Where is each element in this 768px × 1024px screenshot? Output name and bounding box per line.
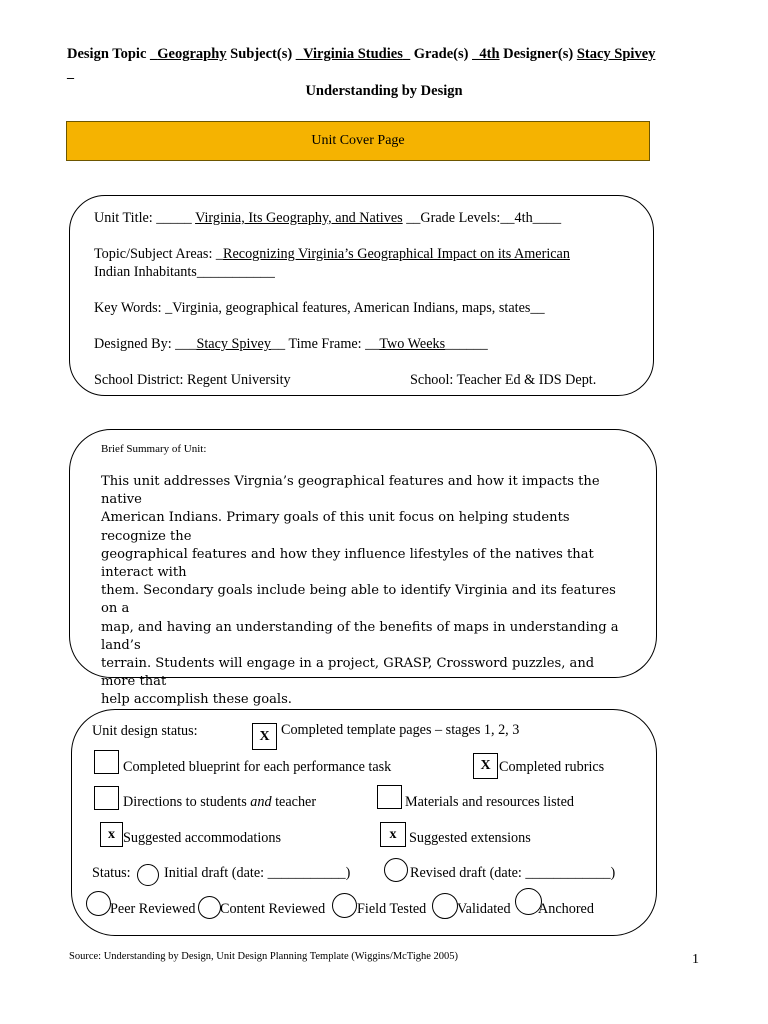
unit-cover-banner xyxy=(66,121,650,161)
unit-title-label: Unit Title: _____ xyxy=(94,210,192,226)
content-reviewed-radio[interactable] xyxy=(198,896,221,919)
topic-label: Topic/Subject Areas: _ xyxy=(94,246,224,262)
source-citation: Source: Understanding by Design, Unit Design Planning Template (Wiggins/McTighe 2005) xyxy=(69,951,459,962)
directions-label-start: Directions to students xyxy=(123,794,251,810)
revised-draft-label: Revised draft (date: ____________) xyxy=(410,865,616,881)
summary-line: help accomplish these goals. xyxy=(101,692,292,708)
directions-label-and: and xyxy=(250,794,272,810)
topic-row-continued: Indian Inhabitants___________ xyxy=(94,264,275,280)
time-frame-label: Time Frame: __ xyxy=(288,336,380,352)
extensions-label: Suggested extensions xyxy=(409,830,531,846)
design-info-header xyxy=(67,46,655,63)
header-trailing-underscore: _ xyxy=(67,66,74,81)
designed-by-value: Stacy Spivey xyxy=(196,336,271,352)
initial-draft-label: Initial draft (date: ___________) xyxy=(164,865,351,881)
school-district: School District: Regent University xyxy=(94,372,291,388)
accommodations-label: Suggested accommodations xyxy=(123,830,282,846)
designer-value: Stacy Spivey xyxy=(576,46,656,62)
time-frame-suffix: ______ xyxy=(445,336,488,352)
template-pages-checkbox[interactable]: X xyxy=(252,723,277,750)
subjects-suffix: _ xyxy=(402,46,411,62)
summary-line: terrain. Students will engage in a project, GRASP, Crossword puzzles, and more that xyxy=(101,656,595,690)
peer-reviewed-radio[interactable] xyxy=(86,891,111,916)
materials-label: Materials and resources listed xyxy=(405,794,575,810)
extensions-checkbox[interactable]: x xyxy=(380,822,406,847)
page-title: Understanding by Design xyxy=(305,83,463,99)
designed-by-suffix: __ xyxy=(270,336,286,352)
field-tested-label: Field Tested xyxy=(357,901,427,917)
validated-radio[interactable] xyxy=(432,893,458,919)
keywords-value: Virginia, geographical features, American Indians, maps, states__ xyxy=(172,300,545,316)
summary-line: This unit addresses Virgnia’s geographical features and how it impacts the native xyxy=(101,474,600,508)
summary-line: map, and having an understanding of the benefits of maps in understanding a land’s xyxy=(101,619,619,653)
accommodations-checkbox[interactable]: x xyxy=(100,822,123,847)
topic-row xyxy=(94,246,570,263)
blueprint-label: Completed blueprint for each performance task xyxy=(123,759,392,775)
design-topic-label: Design Topic xyxy=(67,46,147,62)
time-frame-value: Two Weeks xyxy=(379,336,446,352)
rubrics-label: Completed rubrics xyxy=(499,759,605,775)
topic-value: Recognizing Virginia’s Geographical Impact on its American xyxy=(223,246,570,262)
directions-checkbox[interactable] xyxy=(94,786,119,810)
subjects-label: Subject(s) _ xyxy=(230,46,304,62)
peer-reviewed-label: Peer Reviewed xyxy=(110,901,196,917)
rubrics-checkbox[interactable]: X xyxy=(473,753,498,779)
summary-text xyxy=(101,473,631,710)
design-status-label: Unit design status: xyxy=(92,723,198,739)
summary-line: geographical features and how they influence lifestyles of the natives that interact with xyxy=(101,546,594,581)
design-topic-value: Geography xyxy=(157,46,227,62)
designed-by-label: Designed By: ___ xyxy=(94,336,197,352)
revised-draft-radio[interactable] xyxy=(384,858,408,882)
summary-line: them. Secondary goals include being able to identify Virginia and its features on a xyxy=(101,583,616,617)
directions-label-end: teacher xyxy=(271,794,317,810)
design-topic-prefix: _ xyxy=(150,46,158,62)
page-number: 1 xyxy=(692,952,699,967)
field-tested-radio[interactable] xyxy=(332,893,357,918)
subjects-value: Virginia Studies xyxy=(303,46,403,62)
unit-title-value: Virginia, Its Geography, and Natives xyxy=(195,210,403,226)
designer-label: Designer(s) xyxy=(503,46,574,62)
initial-draft-radio[interactable] xyxy=(137,864,159,886)
school-name: School: Teacher Ed & IDS Dept. xyxy=(410,372,597,388)
grades-label: Grade(s) xyxy=(413,46,469,62)
grades-value: 4th xyxy=(479,46,500,62)
summary-heading: Brief Summary of Unit: xyxy=(101,443,207,455)
keywords-row xyxy=(94,300,545,317)
directions-label xyxy=(123,794,316,811)
content-reviewed-label: Content Reviewed xyxy=(220,901,326,917)
designed-by-row xyxy=(94,336,488,353)
unit-title-row xyxy=(94,210,561,227)
status-label: Status: xyxy=(92,865,131,881)
summary-line: American Indians. Primary goals of this unit focus on helping students recognize the xyxy=(101,510,570,544)
materials-checkbox[interactable] xyxy=(377,785,402,809)
anchored-label: Anchored xyxy=(538,901,594,917)
unit-cover-banner-label: Unit Cover Page xyxy=(311,133,405,148)
grades-prefix: _ xyxy=(472,46,480,62)
grade-levels-label: Grade Levels:__ xyxy=(420,210,515,226)
grade-levels-suffix: ____ xyxy=(532,210,562,226)
validated-label: Validated xyxy=(457,901,511,917)
keywords-label: Key Words: _ xyxy=(94,300,173,316)
template-pages-label: Completed template pages – stages 1, 2, 3 xyxy=(281,722,520,738)
blueprint-checkbox[interactable] xyxy=(94,750,119,774)
grade-levels-value: 4th xyxy=(514,210,533,226)
unit-title-suffix: __ xyxy=(406,210,421,226)
